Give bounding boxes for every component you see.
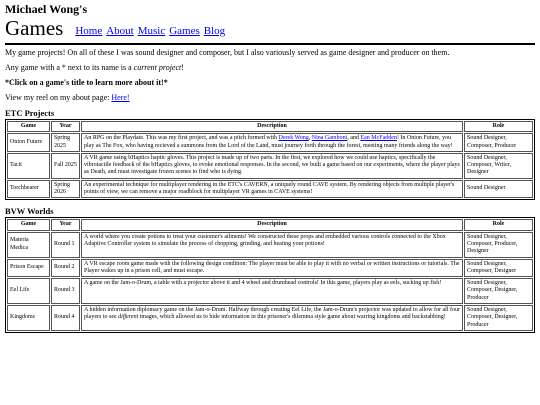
description-text: An RPG on the Playdate. This was my first project, and was a pitch formed with: [84, 135, 279, 142]
table-row: [7, 259, 533, 278]
column-header-game: Game: [7, 121, 50, 132]
nav-music-link[interactable]: Music: [137, 25, 166, 37]
game-description: A world where you create potions to treat your customer's ailments! We constructed these props and embedded various controls connected to the Xbox Adaptive Controller system to simulate the process of chopping, grinding, and heating your potions!: [81, 232, 463, 258]
game-role: Sound Designer: [464, 180, 533, 199]
game-title[interactable]: Eel Life: [7, 278, 50, 304]
separator-text: , and: [347, 135, 361, 142]
bvw-heading: BVW Worlds: [5, 206, 54, 217]
table-row: [7, 153, 533, 179]
note-end: !: [181, 63, 184, 72]
table-header-row: [7, 121, 533, 132]
click-hint: *Click on a game's title to learn more about it!*: [5, 78, 168, 87]
game-year: Round 2: [51, 259, 80, 278]
current-project-note: [5, 63, 535, 73]
reel-link[interactable]: Here!: [111, 93, 130, 102]
note-emphasis: current project: [133, 63, 182, 72]
game-role: Sound Designer, Composer, Producer, Designer: [464, 232, 533, 258]
etc-section: [5, 108, 535, 200]
table-row: [7, 232, 533, 258]
game-year: Spring 2025: [51, 133, 80, 152]
bvw-table: [5, 217, 535, 333]
description-text: images, which allowed us to hide information in this prisoner's dilemma style game about warring kingdoms and backstabbing!: [138, 314, 446, 321]
separator-text: ,: [308, 135, 312, 142]
top-nav: [75, 25, 225, 40]
derek-wong-link[interactable]: Derek Wong: [278, 135, 309, 142]
reel-text: View my reel on my about page:: [5, 93, 112, 102]
etc-table: [5, 119, 535, 200]
game-year: Fall 2025: [51, 153, 80, 179]
game-title[interactable]: Prison Escape: [7, 259, 50, 278]
description-emphasis: different: [118, 314, 139, 321]
game-title[interactable]: Kingdoms: [7, 305, 50, 331]
table-header-row: [7, 219, 533, 230]
game-year: Round 1: [51, 232, 80, 258]
game-title[interactable]: Materia Medica: [7, 232, 50, 258]
description-text: A hidden information diplomacy game on the Jam-o-Drum. Halfway through creating Eel Life, the Jam-o-Drum's projector was updated to allow for all four players to see: [84, 307, 460, 321]
game-description: [81, 305, 463, 331]
game-description: A VR escape room game made with the following design condition: The player must be able to play it with no verbal or written instructions or tutorials. The Player wakes up in a prison cell, and must escape.: [81, 259, 463, 278]
table-row: [7, 305, 533, 331]
header-divider: [5, 43, 535, 45]
ean-mcfadden-link[interactable]: Ean McFadden: [360, 135, 397, 142]
game-role: Sound Designer, Composer, Writer, Designer: [464, 153, 533, 179]
bvw-section: [5, 206, 535, 333]
note-text: Any game with a * next to its name is a: [5, 63, 134, 72]
column-header-description: Description: [81, 219, 463, 230]
column-header-description: Description: [81, 121, 463, 132]
nav-about-link[interactable]: About: [106, 25, 134, 37]
table-row: [7, 133, 533, 152]
game-year: Round 4: [51, 305, 80, 331]
game-description: [81, 133, 463, 152]
header-row: [5, 16, 535, 40]
site-name: Michael Wong's: [5, 2, 88, 16]
game-description: A game on the Jam-o-Drum, a table with a projector above it and 4 wheel and drumhead controls! In this game, players play as eels, sucking up fish!: [81, 278, 463, 304]
nav-blog-link[interactable]: Blog: [203, 25, 226, 37]
page-title: Games: [5, 16, 64, 40]
game-description: An experimental technique for multiplayer rendering in the ETC's CAVERN, a uniquely round CAVE system. By rendering objects from multiple player's points of view, we can remove a major roadblock for multiplayer VR games in CAVE systems!: [81, 180, 463, 199]
column-header-year: Year: [51, 219, 80, 230]
column-header-role: Role: [464, 219, 533, 230]
game-description: A VR game using bHaptics haptic gloves. This project is made up of two parts. In the first, we explored how we could use haptics, specifically the vibrotactile feedback of the bHaptics gloves, to evoke emotional responses. In the second, we built a game based on our experiments, where the player plays as Death, and must investigate frozen scenes to find who is dying.: [81, 153, 463, 179]
intro-paragraph: My game projects! On all of these I was sound designer and composer, but I also variously served as game designer and producer on them.: [5, 48, 450, 57]
table-row: [7, 180, 533, 199]
game-role: Sound Designer, Composer, Designer: [464, 259, 533, 278]
game-role: Sound Designer, Composer, Designer, Producer: [464, 305, 533, 331]
column-header-game: Game: [7, 219, 50, 230]
game-title[interactable]: Torchbearer: [7, 180, 50, 199]
game-title[interactable]: Tacit: [7, 153, 50, 179]
game-title[interactable]: Onion Future: [7, 133, 50, 152]
game-role: Sound Designer, Composer, Producer: [464, 133, 533, 152]
reel-line: [5, 93, 535, 103]
etc-heading: ETC Projects: [5, 108, 55, 118]
nav-games-link[interactable]: Games: [169, 25, 200, 37]
nina-gamboni-link[interactable]: Nina Gamboni: [311, 135, 348, 142]
game-role: Sound Designer, Composer, Designer, Producer: [464, 278, 533, 304]
game-year: Round 3: [51, 278, 80, 304]
column-header-year: Year: [51, 121, 80, 132]
description-text: ! In Onion Future, you play as The Fox, who having recieved a summons from the Lord of the Land, must journey forth through the forest, meeting many friends along the way!: [84, 135, 453, 149]
game-year: Spring 2026: [51, 180, 80, 199]
nav-home-link[interactable]: Home: [75, 25, 103, 37]
table-row: [7, 278, 533, 304]
column-header-role: Role: [464, 121, 533, 132]
